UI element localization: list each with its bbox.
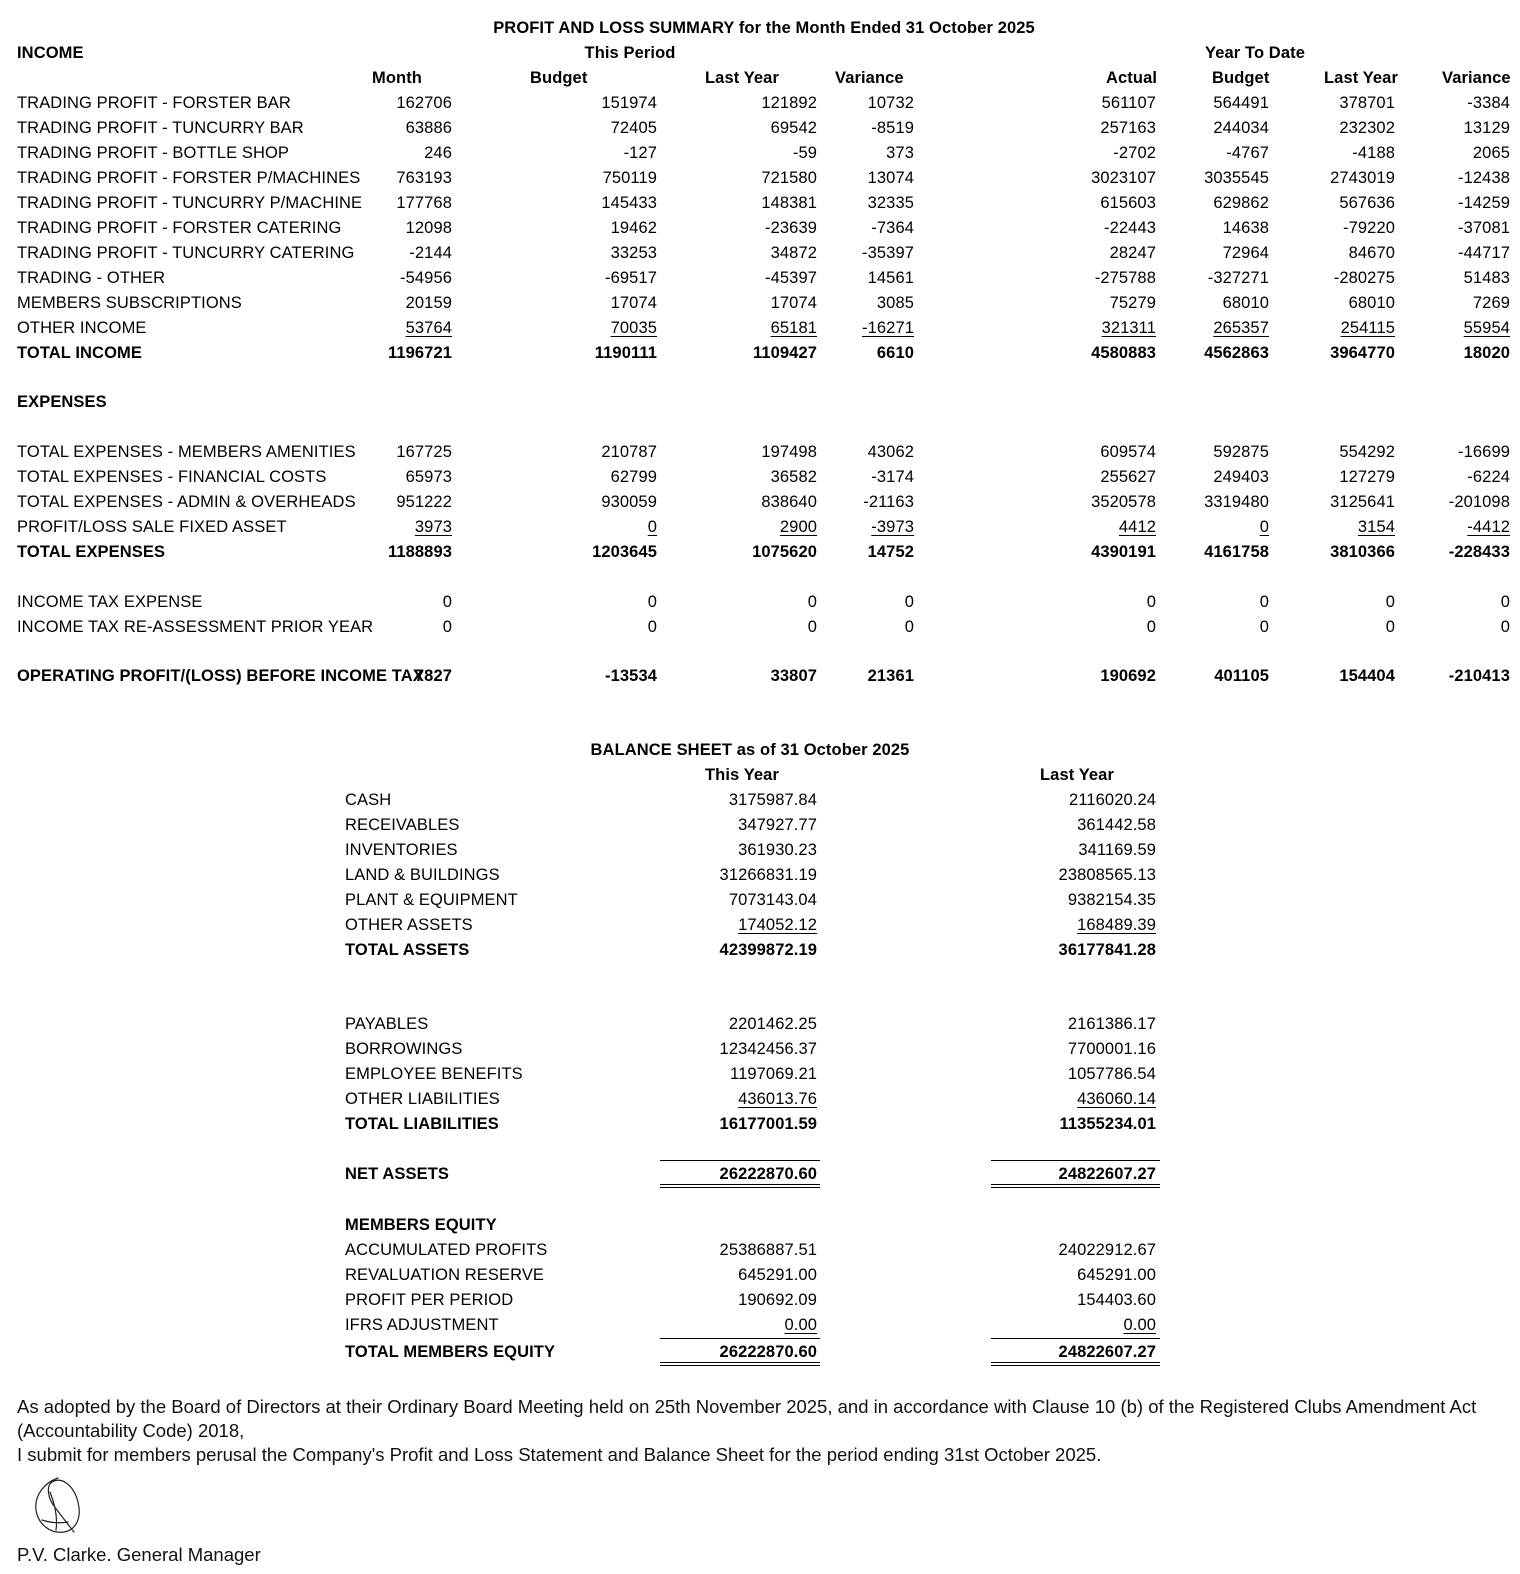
bs-cell-last-year: 11355234.01 xyxy=(1059,1115,1156,1133)
bs-cell-last-year: 154403.60 xyxy=(1077,1291,1156,1309)
pl-cell-month: 167725 xyxy=(396,443,452,461)
pl-cell-ytd-actual: 190692 xyxy=(1100,667,1156,685)
bs-row-label: RECEIVABLES xyxy=(345,816,460,834)
pl-cell-ytd-actual: 321311 xyxy=(1101,319,1156,337)
net-assets-double-rule xyxy=(660,1184,820,1188)
pl-cell-ytd-actual: 3520578 xyxy=(1091,493,1156,511)
pl-cell-month: 53764 xyxy=(405,319,452,337)
bs-cell-last-year: 7700001.16 xyxy=(1067,1040,1156,1058)
col-header-ytd-variance: Variance xyxy=(1442,69,1511,87)
pl-cell-last-year: -23639 xyxy=(765,219,817,237)
pl-cell-ytd-actual: 0 xyxy=(1146,618,1156,636)
bs-cell-last-year: 436060.14 xyxy=(1077,1090,1156,1108)
pl-cell-ytd-budget: 0 xyxy=(1259,618,1269,636)
pl-cell-ytd-last-year: -280275 xyxy=(1333,269,1395,287)
pl-cell-ytd-actual: 4580883 xyxy=(1091,344,1156,362)
bs-cell-this-year: 174052.12 xyxy=(738,916,817,934)
pl-cell-ytd-budget: 249403 xyxy=(1213,468,1269,486)
pl-cell-variance: 13074 xyxy=(867,169,914,187)
pl-cell-ytd-last-year: 68010 xyxy=(1348,294,1395,312)
pl-cell-budget: 145433 xyxy=(601,194,657,212)
bs-cell-last-year: 1057786.54 xyxy=(1067,1065,1156,1083)
pl-row-label: TOTAL EXPENSES - ADMIN & OVERHEADS xyxy=(17,493,356,511)
pl-cell-month: -2144 xyxy=(409,244,452,262)
net-assets-double-rule-ly xyxy=(991,1184,1160,1188)
pl-row-label: OPERATING PROFIT/(LOSS) BEFORE INCOME TAX xyxy=(17,667,424,685)
pl-cell-ytd-last-year: 154404 xyxy=(1339,667,1395,685)
pl-cell-last-year: 2900 xyxy=(779,518,817,536)
pl-cell-ytd-actual: -2702 xyxy=(1113,144,1156,162)
pl-cell-budget: 151974 xyxy=(601,94,657,112)
pl-cell-last-year: 148381 xyxy=(761,194,817,212)
bs-row-label: TOTAL LIABILITIES xyxy=(345,1115,499,1133)
pl-cell-ytd-budget: 3035545 xyxy=(1204,169,1269,187)
pl-cell-ytd-budget: 629862 xyxy=(1213,194,1269,212)
bs-cell-this-year: 2201462.25 xyxy=(728,1015,817,1033)
pl-cell-ytd-last-year: 232302 xyxy=(1339,119,1395,137)
pl-cell-ytd-actual: 4390191 xyxy=(1091,543,1156,561)
pl-row-label: INCOME TAX EXPENSE xyxy=(17,593,203,611)
pl-row-label: TOTAL INCOME xyxy=(17,344,142,362)
pl-cell-variance: -3174 xyxy=(871,468,914,486)
pl-row-label: OTHER INCOME xyxy=(17,319,147,337)
pl-cell-variance: -16271 xyxy=(862,319,914,337)
pl-cell-month: 63886 xyxy=(405,119,452,137)
bs-row-label: PAYABLES xyxy=(345,1015,429,1033)
pl-cell-ytd-budget: 265357 xyxy=(1213,319,1269,337)
bs-cell-last-year: 0.00 xyxy=(1123,1316,1156,1334)
pl-cell-last-year: 36582 xyxy=(770,468,817,486)
pl-cell-budget: 0 xyxy=(647,593,657,611)
col-header-month: Month xyxy=(372,69,422,87)
pl-cell-ytd-actual: -275788 xyxy=(1094,269,1156,287)
pl-cell-ytd-last-year: 567636 xyxy=(1339,194,1395,212)
pl-cell-budget: 62799 xyxy=(610,468,657,486)
pl-cell-month: 177768 xyxy=(396,194,452,212)
pl-cell-last-year: 197498 xyxy=(761,443,817,461)
pl-cell-variance: 0 xyxy=(904,618,914,636)
signatory-name: P.V. Clarke. General Manager xyxy=(17,1544,261,1565)
pl-cell-month: 951222 xyxy=(396,493,452,511)
pl-cell-ytd-variance: 55954 xyxy=(1463,319,1510,337)
pl-cell-month: 0 xyxy=(442,618,452,636)
bs-this-year-label: This Year xyxy=(705,766,779,784)
pl-row-label: TRADING PROFIT - TUNCURRY BAR xyxy=(17,119,304,137)
pl-cell-budget: 0 xyxy=(647,518,657,536)
pl-cell-ytd-last-year: -79220 xyxy=(1343,219,1395,237)
pl-cell-variance: 43062 xyxy=(867,443,914,461)
pl-cell-month: 246 xyxy=(424,144,452,162)
pl-cell-budget: 1203645 xyxy=(592,543,657,561)
pl-cell-ytd-last-year: 3154 xyxy=(1357,518,1395,536)
bs-cell-this-year: 42399872.19 xyxy=(719,941,817,959)
pl-cell-ytd-last-year: 554292 xyxy=(1339,443,1395,461)
equity-double-rule-ly xyxy=(991,1362,1160,1366)
pl-cell-budget: 33253 xyxy=(610,244,657,262)
bs-row-label: OTHER ASSETS xyxy=(345,916,473,934)
pl-cell-budget: 72405 xyxy=(610,119,657,137)
pl-cell-variance: 14752 xyxy=(867,543,914,561)
bs-cell-last-year: 9382154.35 xyxy=(1067,891,1156,909)
pl-cell-month: 3973 xyxy=(414,518,452,536)
bs-row-label: PROFIT PER PERIOD xyxy=(345,1291,514,1309)
pl-cell-ytd-last-year: 0 xyxy=(1385,593,1395,611)
pl-cell-last-year: -59 xyxy=(792,144,817,162)
bs-row-label: BORROWINGS xyxy=(345,1040,463,1058)
pl-cell-last-year: 1075620 xyxy=(752,543,817,561)
bs-cell-last-year: 645291.00 xyxy=(1077,1266,1156,1284)
pl-cell-ytd-budget: 0 xyxy=(1259,593,1269,611)
pl-cell-ytd-budget: 244034 xyxy=(1213,119,1269,137)
pl-cell-variance: -35397 xyxy=(862,244,914,262)
pl-cell-last-year: 65181 xyxy=(770,319,817,337)
this-period-label: This Period xyxy=(584,44,676,62)
pl-row-label: TRADING PROFIT - BOTTLE SHOP xyxy=(17,144,290,162)
bs-cell-last-year: 36177841.28 xyxy=(1058,941,1156,959)
pl-cell-ytd-budget: 72964 xyxy=(1222,244,1269,262)
pl-cell-ytd-variance: 18020 xyxy=(1463,344,1510,362)
bs-cell-this-year: 3175987.84 xyxy=(728,791,817,809)
pl-cell-ytd-variance: 51483 xyxy=(1463,269,1510,287)
pl-cell-variance: -21163 xyxy=(863,493,914,511)
pl-row-label: TRADING PROFIT - FORSTER CATERING xyxy=(17,219,342,237)
pl-cell-ytd-budget: 3319480 xyxy=(1204,493,1269,511)
bs-cell-this-year: 347927.77 xyxy=(738,816,817,834)
pl-cell-ytd-actual: 0 xyxy=(1146,593,1156,611)
equity-top-rule xyxy=(660,1338,820,1339)
bs-row-label: TOTAL ASSETS xyxy=(345,941,470,959)
bs-cell-this-year: 12342456.37 xyxy=(719,1040,817,1058)
bs-cell-this-year: 190692.09 xyxy=(738,1291,817,1309)
pl-cell-ytd-last-year: 3125641 xyxy=(1330,493,1395,511)
pl-cell-ytd-variance: -6224 xyxy=(1467,468,1510,486)
pl-cell-last-year: 721580 xyxy=(761,169,817,187)
pl-cell-ytd-variance: -3384 xyxy=(1467,94,1510,112)
pl-cell-ytd-budget: 0 xyxy=(1259,518,1269,536)
pl-cell-last-year: 0 xyxy=(807,593,817,611)
pl-cell-ytd-last-year: 3964770 xyxy=(1330,344,1395,362)
col-header-budget: Budget xyxy=(530,69,588,87)
pl-row-label: TRADING PROFIT - TUNCURRY P/MACHINE xyxy=(17,194,363,212)
pl-row-label: MEMBERS SUBSCRIPTIONS xyxy=(17,294,242,312)
bs-cell-last-year: 24822607.27 xyxy=(1058,1165,1156,1183)
pl-cell-ytd-actual: -22443 xyxy=(1104,219,1156,237)
pl-cell-ytd-last-year: 2743019 xyxy=(1330,169,1395,187)
pl-cell-ytd-variance: -16699 xyxy=(1458,443,1510,461)
pl-title: PROFIT AND LOSS SUMMARY for the Month Ended 31 October 2025 xyxy=(493,19,1035,37)
bs-row-label: CASH xyxy=(345,791,392,809)
bs-cell-this-year: 0.00 xyxy=(784,1316,817,1334)
pl-cell-ytd-budget: 14638 xyxy=(1222,219,1269,237)
pl-cell-ytd-budget: 592875 xyxy=(1213,443,1269,461)
pl-cell-ytd-actual: 28247 xyxy=(1109,244,1156,262)
pl-row-label: TOTAL EXPENSES - MEMBERS AMENITIES xyxy=(17,443,356,461)
pl-cell-variance: 21361 xyxy=(867,667,914,685)
pl-cell-budget: 930059 xyxy=(601,493,657,511)
col-header-ytd-last-year: Last Year xyxy=(1324,69,1398,87)
pl-cell-ytd-last-year: 0 xyxy=(1385,618,1395,636)
bs-cell-last-year: 23808565.13 xyxy=(1058,866,1156,884)
pl-cell-last-year: 838640 xyxy=(761,493,817,511)
bs-cell-last-year: 2116020.24 xyxy=(1069,791,1156,809)
adoption-statement: As adopted by the Board of Directors at their Ordinary Board Meeting held on 25th November 2025, and in accordance with Clause 10 (b) of the Registered Clubs Amendment Act (Accountability Code) 2018, xyxy=(17,1396,1477,1441)
bs-cell-last-year: 168489.39 xyxy=(1077,916,1156,934)
pl-cell-ytd-variance: 2065 xyxy=(1472,144,1510,162)
bs-row-label: TOTAL MEMBERS EQUITY xyxy=(345,1343,556,1361)
pl-cell-ytd-variance: -210413 xyxy=(1448,667,1510,685)
pl-row-label: TRADING PROFIT - FORSTER P/MACHINES xyxy=(17,169,361,187)
pl-cell-month: 20159 xyxy=(405,294,452,312)
bs-cell-this-year: 645291.00 xyxy=(738,1266,817,1284)
pl-cell-ytd-budget: 401105 xyxy=(1214,667,1269,685)
pl-cell-ytd-variance: 0 xyxy=(1500,593,1510,611)
pl-cell-ytd-actual: 615603 xyxy=(1100,194,1156,212)
bs-cell-this-year: 436013.76 xyxy=(738,1090,817,1108)
pl-cell-month: -54956 xyxy=(400,269,452,287)
pl-cell-last-year: 69542 xyxy=(770,119,817,137)
bs-row-label: LAND & BUILDINGS xyxy=(345,866,500,884)
pl-cell-ytd-variance: -44717 xyxy=(1458,244,1510,262)
bs-row-label: ACCUMULATED PROFITS xyxy=(345,1241,548,1259)
pl-cell-month: 65973 xyxy=(405,468,452,486)
net-assets-top-rule xyxy=(660,1160,820,1161)
ytd-label: Year To Date xyxy=(1205,44,1305,62)
pl-cell-ytd-variance: -12438 xyxy=(1458,169,1510,187)
pl-cell-ytd-variance: -201098 xyxy=(1448,493,1510,511)
pl-cell-ytd-variance: -228433 xyxy=(1448,543,1510,561)
pl-cell-month: 763193 xyxy=(396,169,452,187)
pl-cell-variance: -8519 xyxy=(871,119,914,137)
pl-cell-budget: 0 xyxy=(647,618,657,636)
bs-last-year-label: Last Year xyxy=(1040,766,1114,784)
bs-row-label: EMPLOYEE BENEFITS xyxy=(345,1065,523,1083)
pl-cell-month: 1188893 xyxy=(387,543,452,561)
pl-cell-ytd-budget: 4161758 xyxy=(1204,543,1269,561)
pl-cell-budget: -13534 xyxy=(605,667,657,685)
pl-cell-month: 12098 xyxy=(405,219,452,237)
pl-cell-budget: 70035 xyxy=(610,319,657,337)
bs-cell-last-year: 2161386.17 xyxy=(1067,1015,1156,1033)
pl-cell-budget: 19462 xyxy=(610,219,657,237)
col-header-last-year: Last Year xyxy=(705,69,779,87)
pl-row-label: TOTAL EXPENSES xyxy=(17,543,166,561)
pl-cell-variance: 32335 xyxy=(867,194,914,212)
pl-cell-last-year: 33807 xyxy=(770,667,817,685)
pl-cell-last-year: 121892 xyxy=(761,94,817,112)
pl-cell-variance: 14561 xyxy=(867,269,914,287)
bs-cell-last-year: 361442.58 xyxy=(1077,816,1156,834)
pl-cell-ytd-budget: -4767 xyxy=(1226,144,1269,162)
pl-cell-ytd-actual: 3023107 xyxy=(1091,169,1156,187)
equity-double-rule xyxy=(660,1362,820,1366)
pl-cell-ytd-actual: 255627 xyxy=(1100,468,1156,486)
pl-cell-month: 162706 xyxy=(396,94,452,112)
pl-cell-ytd-actual: 609574 xyxy=(1100,443,1156,461)
bs-cell-this-year: 361930.23 xyxy=(738,841,817,859)
pl-cell-budget: 1190111 xyxy=(594,344,657,362)
bs-row-label: INVENTORIES xyxy=(345,841,458,859)
bs-row-label: OTHER LIABILITIES xyxy=(345,1090,500,1108)
submission-statement: I submit for members perusal the Company's Profit and Loss Statement and Balance Sheet for the period ending 31st October 2025. xyxy=(17,1444,1102,1465)
pl-cell-ytd-variance: -14259 xyxy=(1458,194,1510,212)
pl-cell-variance: 3085 xyxy=(876,294,914,312)
pl-cell-budget: -69517 xyxy=(605,269,657,287)
pl-cell-last-year: 0 xyxy=(807,618,817,636)
pl-row-label: TRADING PROFIT - TUNCURRY CATERING xyxy=(17,244,355,262)
pl-cell-budget: 210787 xyxy=(601,443,657,461)
pl-cell-ytd-variance: 0 xyxy=(1500,618,1510,636)
pl-row-label: TRADING - OTHER xyxy=(17,269,166,287)
bs-cell-this-year: 31266831.19 xyxy=(719,866,817,884)
bs-row-label: NET ASSETS xyxy=(345,1165,449,1183)
col-header-variance: Variance xyxy=(835,69,904,87)
pl-cell-ytd-variance: -4412 xyxy=(1467,518,1510,536)
pl-cell-ytd-actual: 257163 xyxy=(1100,119,1156,137)
bs-cell-this-year: 16177001.59 xyxy=(719,1115,817,1133)
pl-cell-last-year: 17074 xyxy=(770,294,817,312)
pl-cell-ytd-last-year: 378701 xyxy=(1339,94,1395,112)
expenses-heading: EXPENSES xyxy=(17,393,107,411)
pl-cell-ytd-budget: 68010 xyxy=(1222,294,1269,312)
bs-row-label: REVALUATION RESERVE xyxy=(345,1266,545,1284)
pl-cell-last-year: -45397 xyxy=(765,269,817,287)
equity-top-rule-ly xyxy=(991,1338,1160,1339)
pl-cell-ytd-last-year: 3810366 xyxy=(1330,543,1395,561)
pl-cell-ytd-variance: -37081 xyxy=(1458,219,1510,237)
bs-cell-this-year: 1197069.21 xyxy=(730,1065,817,1083)
pl-cell-variance: 0 xyxy=(904,593,914,611)
bs-cell-this-year: 26222870.60 xyxy=(719,1165,817,1183)
signature-image xyxy=(28,1472,92,1538)
col-header-ytd-actual: Actual xyxy=(1106,69,1158,87)
pl-cell-ytd-budget: -327271 xyxy=(1207,269,1269,287)
bs-cell-last-year: 341169.59 xyxy=(1078,841,1156,859)
pl-cell-last-year: 1109427 xyxy=(752,344,817,362)
pl-cell-variance: 10732 xyxy=(867,94,914,112)
bs-cell-last-year: 24822607.27 xyxy=(1058,1343,1156,1361)
pl-cell-ytd-budget: 4562863 xyxy=(1204,344,1269,362)
pl-cell-variance: -7364 xyxy=(871,219,914,237)
pl-cell-ytd-actual: 75279 xyxy=(1109,294,1156,312)
pl-cell-budget: 17074 xyxy=(610,294,657,312)
pl-cell-ytd-actual: 561107 xyxy=(1101,94,1156,112)
bs-row-label: PLANT & EQUIPMENT xyxy=(345,891,518,909)
pl-cell-ytd-last-year: 84670 xyxy=(1348,244,1395,262)
bs-cell-this-year: 25386887.51 xyxy=(719,1241,817,1259)
pl-row-label: TRADING PROFIT - FORSTER BAR xyxy=(17,94,291,112)
pl-cell-variance: 6610 xyxy=(876,344,914,362)
pl-cell-variance: -3973 xyxy=(871,518,914,536)
pl-cell-ytd-last-year: 127279 xyxy=(1339,468,1395,486)
bs-row-label: IFRS ADJUSTMENT xyxy=(345,1316,499,1334)
bs-row-label: MEMBERS EQUITY xyxy=(345,1216,497,1234)
net-assets-top-rule-ly xyxy=(991,1160,1160,1161)
pl-cell-ytd-variance: 7269 xyxy=(1472,294,1510,312)
bs-title: BALANCE SHEET as of 31 October 2025 xyxy=(590,741,910,759)
pl-row-label: PROFIT/LOSS SALE FIXED ASSET xyxy=(17,518,287,536)
pl-cell-month: 1196721 xyxy=(387,344,452,362)
pl-row-label: TOTAL EXPENSES - FINANCIAL COSTS xyxy=(17,468,327,486)
pl-cell-budget: -127 xyxy=(623,144,657,162)
pl-cell-month: 0 xyxy=(442,593,452,611)
pl-cell-ytd-actual: 4412 xyxy=(1118,518,1156,536)
income-heading: INCOME xyxy=(17,44,84,62)
col-header-ytd-budget: Budget xyxy=(1212,69,1270,87)
bs-cell-this-year: 26222870.60 xyxy=(719,1343,817,1361)
pl-cell-ytd-last-year: -4188 xyxy=(1352,144,1395,162)
pl-cell-last-year: 34872 xyxy=(770,244,817,262)
pl-cell-variance: 373 xyxy=(886,144,914,162)
pl-cell-ytd-last-year: 254115 xyxy=(1340,319,1395,337)
bs-cell-this-year: 7073143.04 xyxy=(728,891,817,909)
pl-row-label: INCOME TAX RE-ASSESSMENT PRIOR YEAR xyxy=(17,618,374,636)
pl-cell-month: 7827 xyxy=(414,667,452,685)
pl-cell-ytd-budget: 564491 xyxy=(1213,94,1269,112)
pl-cell-ytd-variance: 13129 xyxy=(1463,119,1510,137)
pl-cell-budget: 750119 xyxy=(602,169,657,187)
bs-cell-last-year: 24022912.67 xyxy=(1058,1241,1156,1259)
